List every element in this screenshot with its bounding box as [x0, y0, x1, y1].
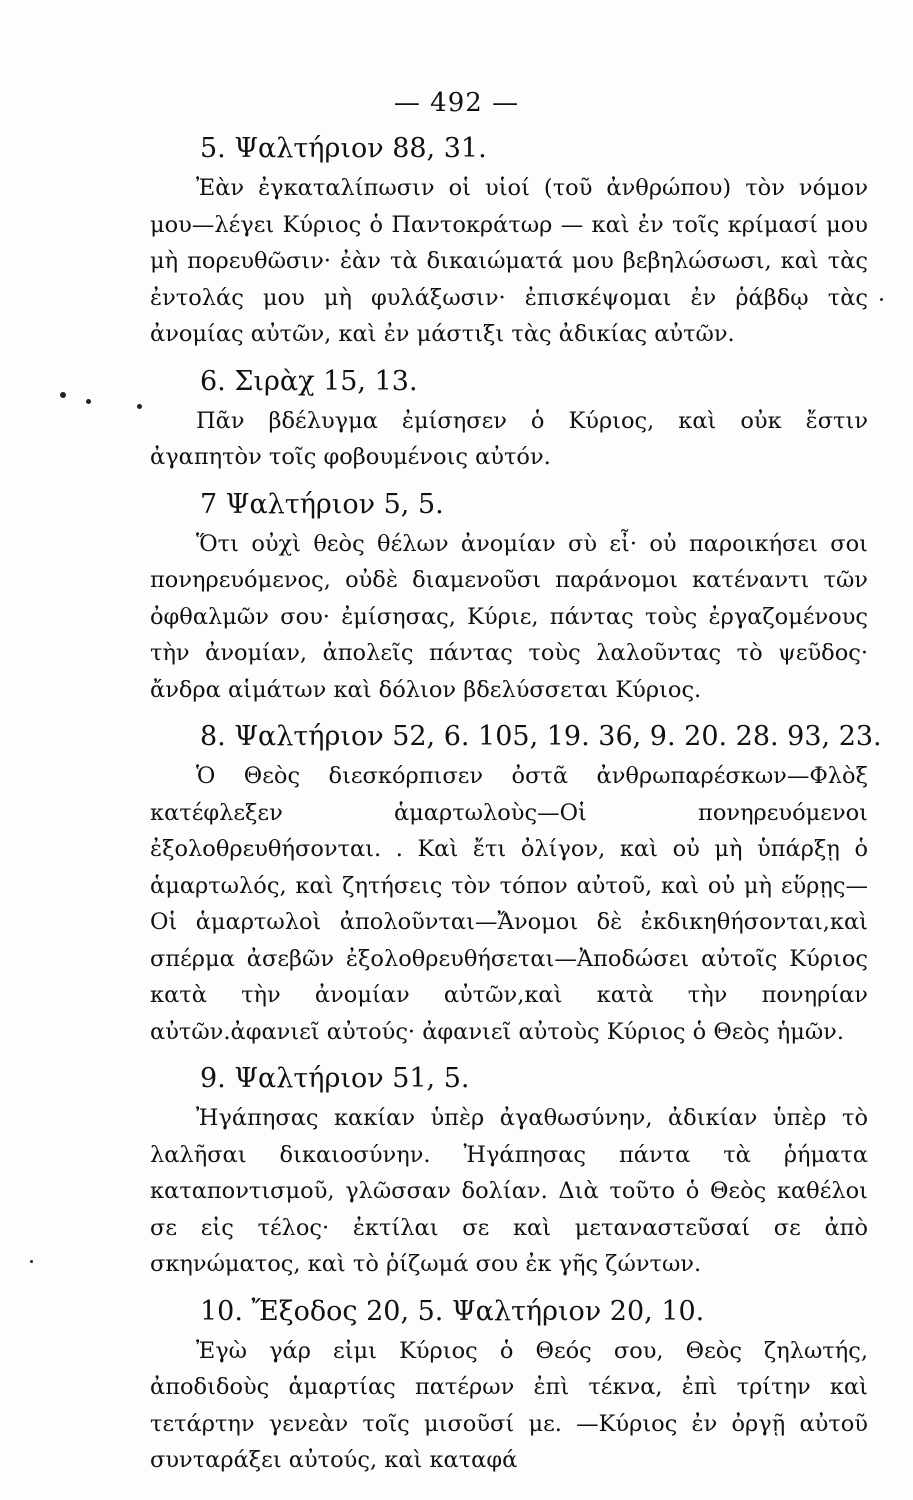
section-5 [150, 128, 868, 353]
section-text: Ἠγάπησας κακίαν ὑπὲρ ἀγαθωσύνην, ἀδικίαν ὑπὲρ τὸ λαλῆσαι δικαιοσύνην. Ἠγάπησας πάντα τὰ ῥήματα καταποντισμοῦ, γλῶσσαν δολίαν. Διὰ τοῦτο ὁ Θεὸς καθέλοι σε εἰς τέλος· ἐκτίλαι σε καὶ μεταναστεῦσαί σε ἀπὸ σκηνώματος, καὶ τὸ ῥίζωμά σου ἐκ γῆς ζώντων. [150, 1105, 868, 1277]
text-body [150, 128, 882, 1487]
section-10 [150, 1291, 868, 1479]
section-text: Ἐγὼ γάρ εἰμι Κύριος ὁ Θεός σου, Θεὸς ζηλωτής, ἀποδιδοὺς ἁμαρτίας πατέρων ἐπὶ τέκνα, ἐπὶ τρίτην καὶ τετάρτην γενεὰν τοῖς μισοῦσί με. —Κύριος ἐν ὀργῇ αὐτοῦ συνταράξει αὐτούς, καὶ καταφά [150, 1337, 868, 1473]
section-text: Ἐὰν ἐγκαταλίπωσιν οἱ υἱοί (τοῦ ἀνθρώπου) τὸν νόμον μου—λέγει Κύριος ὁ Παντοκράτωρ — καὶ ἐν τοῖς κρίμασί μου μὴ πορευθῶσιν· ἐὰν τὰ δικαιώματά μου βεβηλώσωσι, καὶ τὰς ἐντολάς μου μὴ φυλάξωσιν· ἐπισκέψομαι ἐν ῥάβδῳ τὰς ἀνομίας αὐτῶν, καὶ ἐν μάστιξι τὰς ἀδικίας αὐτῶν. [150, 175, 868, 347]
section-heading: 7 Ψαλτήριον 5, 5. [200, 488, 444, 520]
section-text: Ὁ Θεὸς διεσκόρπισεν ὀστᾶ ἀνθρωπαρέσκων—Φλὸξ κατέφλεξεν ἁμαρτωλοὺς—Οἱ πονηρευόμενοι ἐξολοθρευθήσονται. . Καὶ ἔτι ὀλίγον, καὶ οὐ μὴ ὑπάρξῃ ὁ ἁμαρτωλός, καὶ ζητήσεις τὸν τόπον αὐτοῦ, καὶ οὐ μὴ εὕρῃς—Οἱ ἁμαρτωλοὶ ἀπολοῦνται—Ἄνομοι δὲ ἐκδικηθήσονται,καὶ σπέρμα ἀσεβῶν ἐξολοθρευθήσεται—Ἀποδώσει αὐτοῖς Κύριος κατὰ τὴν ἀνομίαν αὐτῶν,καὶ κατὰ τὴν πονηρίαν αὐτῶν.ἀφανιεῖ αὐτούς· ἀφανιεῖ αὐτοὺς Κύριος ὁ Θεὸς ἡμῶν. [150, 763, 868, 1045]
section-heading: 10. Ἔξοδος 20, 5. Ψαλτήριον 20, 10. [200, 1295, 705, 1327]
section-heading: 6. Σιρὰχ 15, 13. [200, 365, 418, 397]
section-8 [150, 716, 882, 1050]
section-9 [150, 1058, 868, 1283]
section-heading: 9. Ψαλτήριον 51, 5. [200, 1063, 470, 1094]
section-text: Πᾶν βδέλυγμα ἐμίσησεν ὁ Κύριος, καὶ οὐκ ἔστιν ἀγαπητὸν τοῖς φοβουμένοις αὐτόν. [150, 407, 868, 470]
section-7 [150, 484, 868, 709]
section-heading: 5. Ψαλτήριον 88, 31. [200, 133, 487, 164]
section-heading: 8. Ψαλτήριον 52, 6. 105, 19. 36, 9. 20. 28. 93, 23. [200, 721, 882, 752]
page-number: — 492 — [393, 88, 520, 118]
section-text: Ὅτι οὐχὶ θεὸς θέλων ἀνομίαν σὺ εἶ· οὐ παροικήσει σοι πονηρευόμενος, οὐδὲ διαμενοῦσι παράνομοι κατέναντι τῶν ὀφθαλμῶν σου· ἐμίσησας, Κύριε, πάντας τοὺς ἐργαζομένους τὴν ἀνομίαν, ἀπολεῖς πάντας τοὺς λαλοῦντας τὸ ψεῦδος· ἄνδρα αἱμάτων καὶ δόλιον βδελύσσεται Κύριος. [150, 530, 868, 703]
section-6 [150, 361, 868, 476]
